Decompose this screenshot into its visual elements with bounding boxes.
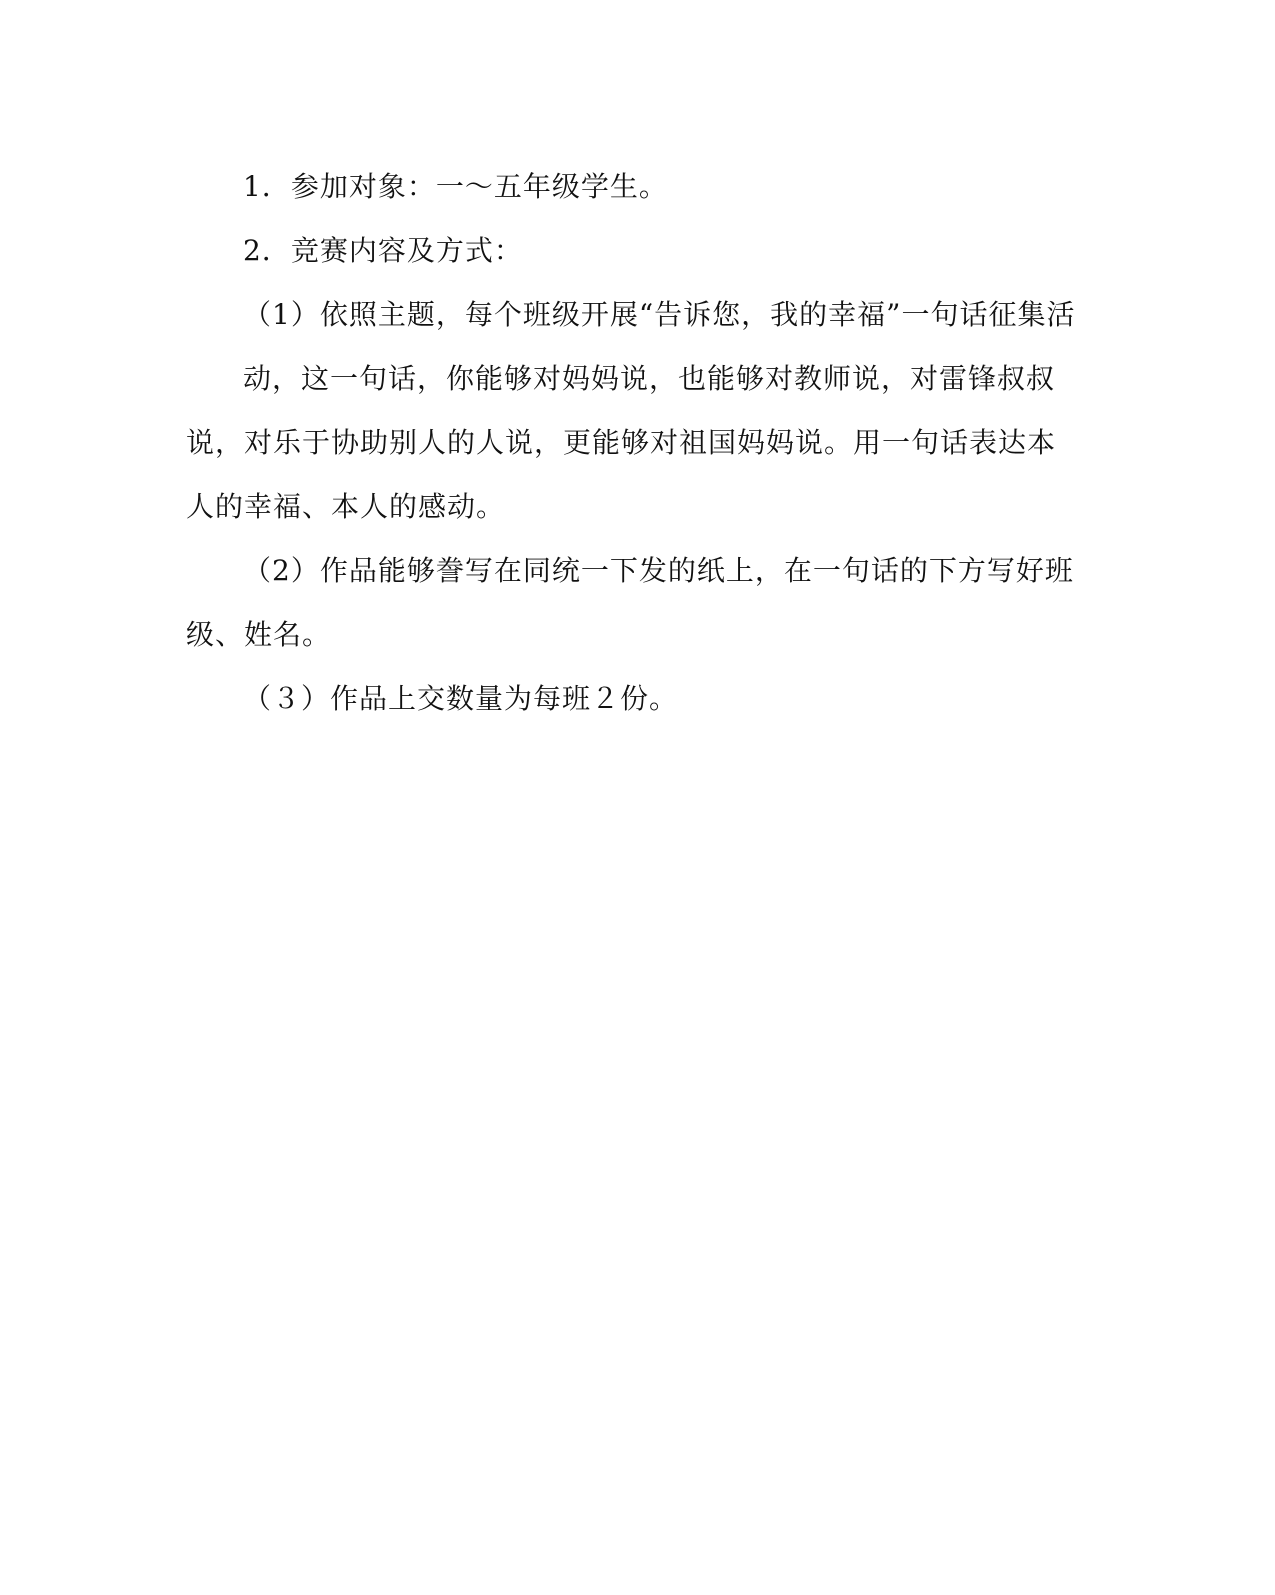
paragraph-2-line-1: （2）作品能够誊写在同统一下发的纸上，在一句话的下方写好班 [243, 554, 1074, 587]
paragraph-1-line-3: 说，对乐于协助别人的人说，更能够对祖国妈妈说。用一句话表达本 [186, 426, 1057, 459]
item-participants: 1．参加对象：一～五年级学生。 [243, 170, 668, 203]
paragraph-1-line-1: （1）依照主题，每个班级开展“告诉您，我的幸福”一句话征集活 [243, 298, 1076, 331]
paragraph-1-line-2: 动，这一句话，你能够对妈妈说，也能够对教师说，对雷锋叔叔 [243, 362, 1056, 395]
paragraph-2-line-2: 级、姓名。 [186, 618, 332, 651]
item-contest-content-heading: 2．竞赛内容及方式： [243, 234, 523, 267]
paragraph-3-line-1: （３）作品上交数量为每班２份。 [243, 682, 679, 715]
paragraph-1-line-4: 人的幸福、本人的感动。 [186, 490, 506, 523]
